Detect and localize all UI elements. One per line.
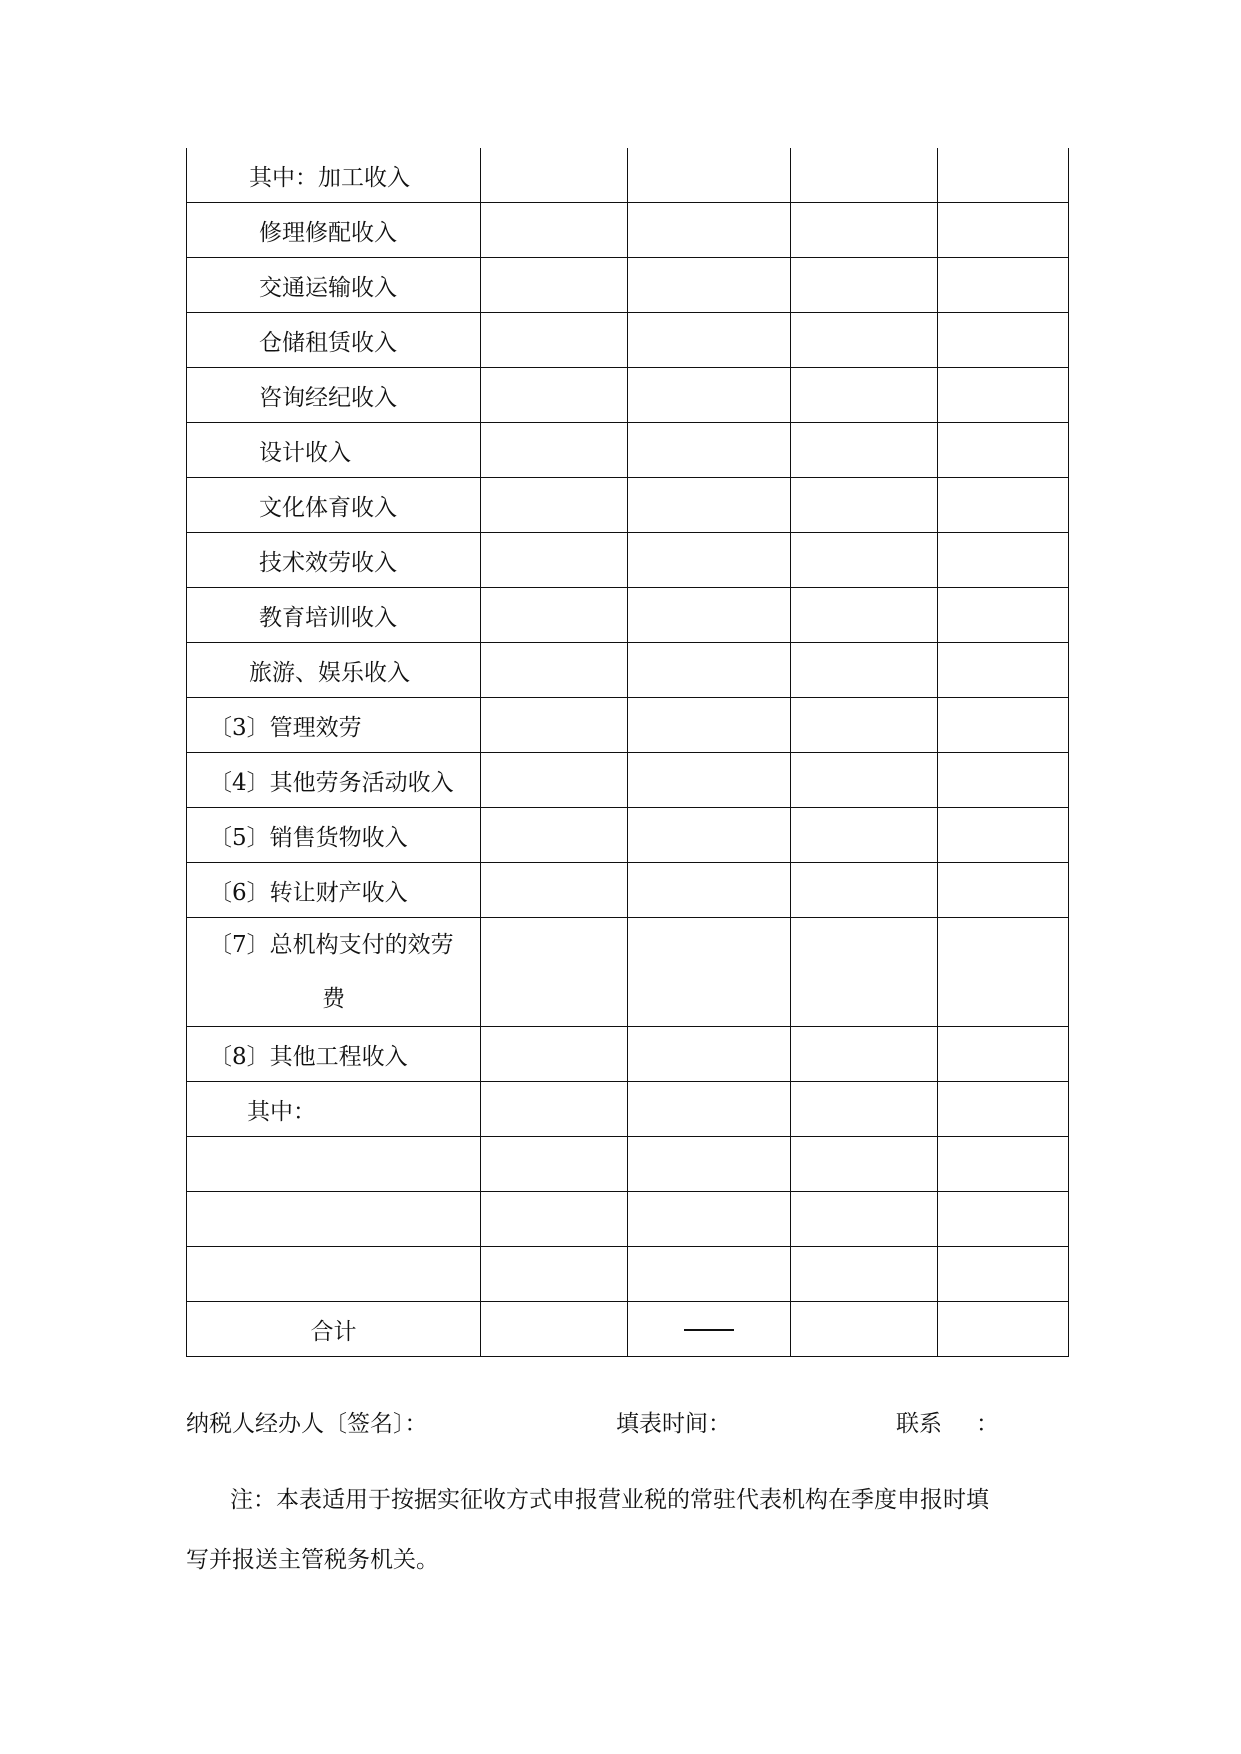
value-cell[interactable]: [938, 533, 1069, 588]
table-row: [187, 1302, 1069, 1357]
table-row: [187, 148, 1069, 203]
value-cell[interactable]: [628, 478, 791, 533]
value-cell[interactable]: [938, 313, 1069, 368]
row-label: 交通运输收入: [259, 274, 397, 301]
dash-mark: [684, 1329, 734, 1331]
table-row: [187, 808, 1069, 863]
value-cell[interactable]: [791, 588, 938, 643]
row-label-cell: [187, 1027, 481, 1082]
row-label-line-1: 〔7〕总机构支付的效劳: [209, 932, 454, 958]
table-row: [187, 753, 1069, 808]
value-cell[interactable]: [791, 863, 938, 918]
row-label-cell: [187, 533, 481, 588]
value-cell[interactable]: [628, 588, 791, 643]
value-cell[interactable]: [938, 1247, 1069, 1302]
value-cell[interactable]: [481, 698, 628, 753]
value-cell[interactable]: [481, 203, 628, 258]
value-cell[interactable]: [791, 313, 938, 368]
value-cell[interactable]: [938, 258, 1069, 313]
row-label: 设计收入: [259, 439, 351, 466]
table-row: [187, 588, 1069, 643]
value-cell[interactable]: [938, 148, 1069, 203]
value-cell[interactable]: [628, 1247, 791, 1302]
value-cell[interactable]: [791, 258, 938, 313]
table-row: [187, 1192, 1069, 1247]
value-cell[interactable]: [938, 588, 1069, 643]
value-cell[interactable]: [481, 258, 628, 313]
row-label-cell: [187, 368, 481, 423]
row-label-cell: [187, 258, 481, 313]
note-line-2: 写并报送主管税务机关。: [186, 1547, 439, 1573]
value-cell[interactable]: [938, 863, 1069, 918]
value-cell[interactable]: [791, 753, 938, 808]
value-cell[interactable]: [938, 1027, 1069, 1082]
row-label-cell: [187, 148, 481, 203]
value-cell[interactable]: [481, 863, 628, 918]
value-cell[interactable]: [791, 1247, 938, 1302]
row-label-cell: [187, 808, 481, 863]
table-row: [187, 1027, 1069, 1082]
table-row: [187, 203, 1069, 258]
value-cell[interactable]: [628, 423, 791, 478]
value-cell[interactable]: [481, 533, 628, 588]
row-label-cell: [187, 423, 481, 478]
row-label: 其中：: [247, 1098, 316, 1125]
row-label: 文化体育收入: [259, 494, 397, 521]
income-table: [186, 148, 1069, 1357]
row-label-cell: [187, 1302, 481, 1357]
value-cell[interactable]: [791, 533, 938, 588]
table-row: [187, 698, 1069, 753]
value-cell[interactable]: [938, 1082, 1069, 1137]
value-cell[interactable]: [791, 698, 938, 753]
value-cell[interactable]: [938, 808, 1069, 863]
row-label-cell: [187, 643, 481, 698]
value-cell[interactable]: [628, 533, 791, 588]
row-label: 咨询经纪收入: [259, 384, 397, 411]
value-cell[interactable]: [628, 368, 791, 423]
value-cell[interactable]: [481, 1027, 628, 1082]
value-cell[interactable]: [938, 203, 1069, 258]
value-cell[interactable]: [938, 423, 1069, 478]
value-cell[interactable]: [481, 1137, 628, 1192]
value-cell[interactable]: [481, 643, 628, 698]
value-cell[interactable]: [791, 203, 938, 258]
value-cell[interactable]: [938, 1137, 1069, 1192]
row-label-cell: [187, 1082, 481, 1137]
value-cell[interactable]: [628, 203, 791, 258]
contact-colon: ：: [976, 1411, 999, 1437]
table-row: [187, 1082, 1069, 1137]
value-cell[interactable]: [791, 368, 938, 423]
table-row: [187, 533, 1069, 588]
signer-label: 纳税人经办人〔签名〕：: [186, 1411, 428, 1437]
value-cell[interactable]: [938, 368, 1069, 423]
value-cell[interactable]: [481, 148, 628, 203]
table-note: [186, 1470, 1066, 1590]
value-cell[interactable]: [938, 1302, 1069, 1357]
total-label: 合计: [310, 1318, 357, 1345]
value-cell[interactable]: [791, 918, 938, 1027]
table-row: [187, 1247, 1069, 1302]
row-label-line-2: 费: [322, 986, 345, 1012]
value-cell[interactable]: [938, 698, 1069, 753]
value-cell[interactable]: [628, 698, 791, 753]
row-label-cell: [187, 863, 481, 918]
value-cell[interactable]: [481, 368, 628, 423]
value-cell[interactable]: [938, 643, 1069, 698]
value-cell[interactable]: [791, 148, 938, 203]
income-table-body: [187, 148, 1069, 1357]
value-cell[interactable]: [628, 753, 791, 808]
value-cell[interactable]: [791, 1302, 938, 1357]
row-label-cell: [187, 313, 481, 368]
contact-label: 联系: [896, 1411, 942, 1437]
value-cell: [628, 1302, 791, 1357]
value-cell[interactable]: [791, 423, 938, 478]
value-cell[interactable]: [791, 1027, 938, 1082]
value-cell[interactable]: [481, 808, 628, 863]
value-cell[interactable]: [628, 1192, 791, 1247]
signature-line: [186, 1405, 1086, 1441]
table-row: [187, 478, 1069, 533]
value-cell[interactable]: [938, 753, 1069, 808]
row-label: 〔8〕其他工程收入: [209, 1043, 408, 1070]
value-cell[interactable]: [481, 588, 628, 643]
row-label: 教育培训收入: [259, 604, 397, 631]
table-row: [187, 918, 1069, 1027]
table-row: [187, 423, 1069, 478]
row-label: 〔6〕转让财产收入: [209, 879, 408, 906]
value-cell[interactable]: [791, 643, 938, 698]
value-cell[interactable]: [628, 918, 791, 1027]
row-label-cell: [187, 1137, 481, 1192]
row-label-cell: [187, 588, 481, 643]
note-line-1: 注：本表适用于按据实征收方式申报营业税的常驻代表机构在季度申报时填: [230, 1487, 989, 1513]
row-label: 〔4〕其他劳务活动收入: [209, 769, 454, 796]
value-cell[interactable]: [481, 1192, 628, 1247]
row-label: 〔3〕管理效劳: [209, 714, 362, 741]
row-label-cell: [187, 1247, 481, 1302]
table-row: [187, 863, 1069, 918]
table-row: [187, 368, 1069, 423]
value-cell[interactable]: [628, 258, 791, 313]
table-row: [187, 313, 1069, 368]
table-row: [187, 643, 1069, 698]
row-label: 旅游、娱乐收入: [249, 659, 410, 686]
row-label: 修理修配收入: [259, 219, 397, 246]
row-label-cell: [187, 203, 481, 258]
table-row: [187, 1137, 1069, 1192]
value-cell[interactable]: [481, 1082, 628, 1137]
row-label: 〔5〕销售货物收入: [209, 824, 408, 851]
value-cell[interactable]: [791, 808, 938, 863]
value-cell[interactable]: [628, 1027, 791, 1082]
row-label-cell: [187, 1192, 481, 1247]
date-label: 填表时间：: [616, 1411, 731, 1437]
value-cell[interactable]: [481, 423, 628, 478]
value-cell[interactable]: [791, 1192, 938, 1247]
value-cell[interactable]: [628, 808, 791, 863]
row-label: 其中：加工收入: [249, 164, 410, 191]
row-label-cell: [187, 753, 481, 808]
value-cell[interactable]: [481, 313, 628, 368]
value-cell[interactable]: [791, 478, 938, 533]
value-cell[interactable]: [938, 478, 1069, 533]
value-cell[interactable]: [481, 753, 628, 808]
value-cell[interactable]: [628, 1137, 791, 1192]
row-label-cell: [187, 478, 481, 533]
value-cell[interactable]: [628, 863, 791, 918]
value-cell[interactable]: [938, 918, 1069, 1027]
value-cell[interactable]: [628, 313, 791, 368]
value-cell[interactable]: [481, 478, 628, 533]
row-label-cell: [187, 698, 481, 753]
value-cell[interactable]: [481, 1302, 628, 1357]
value-cell[interactable]: [628, 1082, 791, 1137]
value-cell[interactable]: [481, 1247, 628, 1302]
row-label: 仓储租赁收入: [259, 329, 397, 356]
row-label: 技术效劳收入: [259, 549, 397, 576]
value-cell[interactable]: [791, 1137, 938, 1192]
row-label-cell: [187, 918, 481, 1027]
value-cell[interactable]: [791, 1082, 938, 1137]
value-cell[interactable]: [628, 148, 791, 203]
table-row: [187, 258, 1069, 313]
value-cell[interactable]: [628, 643, 791, 698]
value-cell[interactable]: [481, 918, 628, 1027]
value-cell[interactable]: [938, 1192, 1069, 1247]
